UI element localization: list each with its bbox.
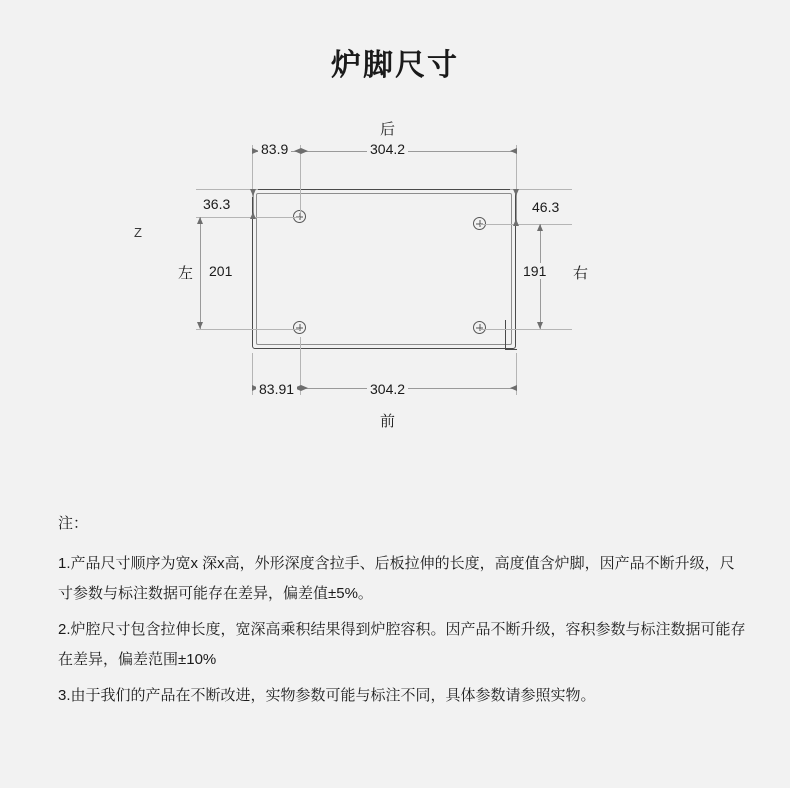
ext-line-top-right-horizontal — [510, 189, 572, 190]
page-title: 炉脚尺寸 — [331, 49, 459, 82]
dim-left-height-value: 201 — [206, 263, 235, 279]
left-height-arrow-top — [197, 217, 203, 224]
plate-notch — [505, 320, 517, 350]
dim-right-height-value: 191 — [520, 263, 549, 279]
ext-line-hole-vertical — [300, 145, 301, 213]
note-item: 1.产品尺寸顺序为宽x 深x高，外形深度含拉手、后板拉伸的长度，高度值含炉脚，因产品不断升级，尺寸参数与标注数据可能存在差异，偏差值±5%。 — [58, 555, 735, 602]
dim-top-right-value: 304.2 — [367, 141, 408, 157]
top-arrow-mid-left — [294, 148, 301, 154]
left-height-dimension-line — [200, 217, 201, 329]
dim-top-left-value: 83.9 — [258, 141, 291, 157]
notes-heading: 注： — [58, 515, 89, 532]
dim-left-upper-value: 36.3 — [200, 196, 233, 212]
bottom-arrow-mid-right — [301, 385, 308, 391]
dim-right-upper-value: 46.3 — [529, 199, 562, 215]
dim-bottom-left-value: 83.91 — [256, 381, 297, 397]
left-upper-arrow-bottom — [250, 212, 256, 219]
right-upper-arrow-bottom — [513, 219, 519, 226]
notes-section — [58, 512, 748, 717]
top-arrow-right — [510, 148, 517, 154]
right-upper-arrow-top — [513, 189, 519, 196]
label-corner-z: Z — [134, 225, 142, 240]
label-rear: 后 — [380, 121, 396, 138]
note-item: 3.由于我们的产品在不断改进，实物参数可能与标注不同，具体参数请参照实物。 — [58, 687, 596, 704]
mounting-hole-bottom-right — [473, 321, 486, 334]
right-height-arrow-top — [537, 224, 543, 231]
ext-line-hole-left-horizontal — [196, 217, 300, 218]
dim-bottom-right-value: 304.2 — [367, 381, 408, 397]
ext-line-hole-right-horizontal — [480, 224, 572, 225]
ext-line-left-lower-horizontal — [196, 329, 300, 330]
label-left: 左 — [178, 265, 194, 282]
dimension-diagram — [0, 105, 790, 455]
label-right: 右 — [573, 265, 589, 282]
note-item: 2.炉腔尺寸包含拉伸长度，宽深高乘积结果得到炉腔容积。因产品不断升级，容积参数与标注数据可能存在差异，偏差范围±10% — [58, 621, 746, 668]
bottom-arrow-right — [510, 385, 517, 391]
left-height-arrow-bottom — [197, 322, 203, 329]
label-front: 前 — [380, 413, 396, 430]
ext-line-right-lower-horizontal — [480, 329, 572, 330]
right-height-arrow-bottom — [537, 322, 543, 329]
left-upper-arrow-top — [250, 189, 256, 196]
top-arrow-mid-right — [301, 148, 308, 154]
mounting-hole-bottom-left — [293, 321, 306, 334]
